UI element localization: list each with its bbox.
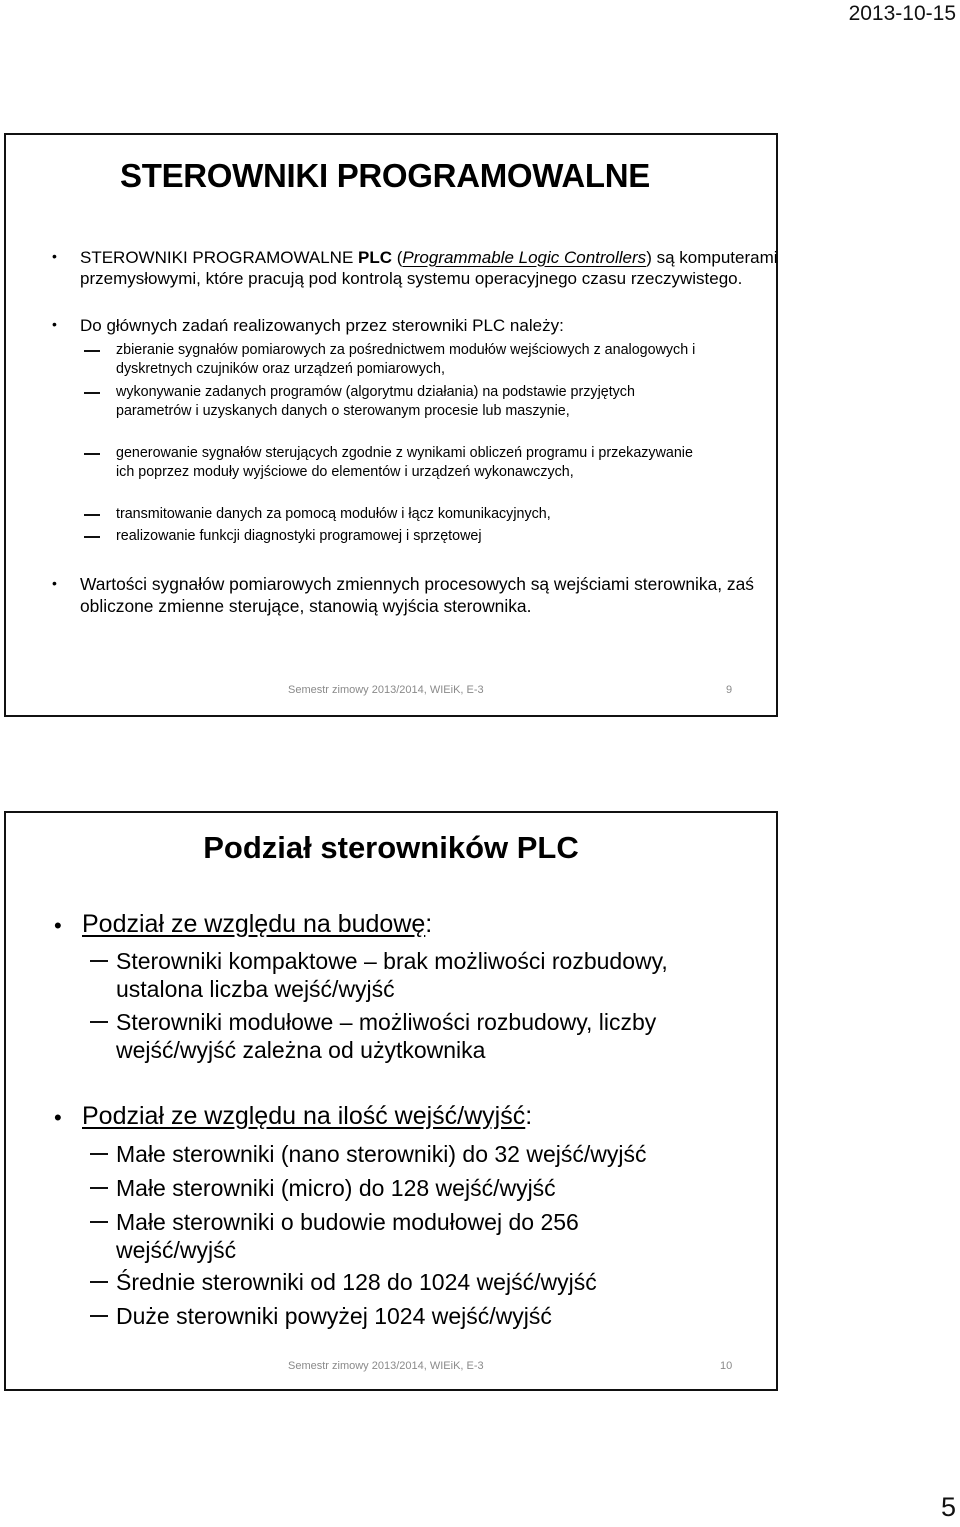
group-heading-colon: :: [425, 910, 433, 938]
group-item: [90, 1268, 750, 1296]
dash-icon: [84, 350, 100, 352]
task-item-text: transmitowanie danych za pomocą modułów i łącz komunikacyjnych,: [116, 506, 551, 522]
bullet-tasks-lead: [50, 315, 780, 336]
group-item-text: Sterowniki kompaktowe – brak możliwości rozbudowy, ustalona liczba wejść/wyjść: [116, 948, 668, 1002]
dash-icon: [90, 1221, 108, 1223]
group-item-text: Małe sterowniki (micro) do 128 wejść/wyjść: [116, 1175, 556, 1201]
group-item-text: Sterowniki modułowe – możliwości rozbudowy, liczby wejść/wyjść zależna od użytkownika: [116, 1009, 657, 1063]
group-heading-colon: :: [525, 1102, 533, 1130]
bullet-dot-icon: •: [54, 1105, 62, 1130]
intro-plc-link[interactable]: Programmable Logic Controllers: [402, 248, 647, 267]
group-item: [90, 1302, 750, 1330]
bullet-dot-icon: •: [52, 575, 57, 591]
task-item: [84, 527, 704, 546]
slide-9: [4, 133, 778, 717]
header-date: 2013-10-15: [848, 2, 956, 25]
dash-icon: [90, 1153, 108, 1155]
dash-icon: [84, 514, 100, 516]
group-item-text: Małe sterowniki o budowie modułowej do 256 wejść/wyjść: [116, 1209, 579, 1263]
bullet-intro: [50, 247, 780, 289]
task-item-text: wykonywanie zadanych programów (algorytmu działania) na podstawie przyjętych parametrów i uzyskanych danych o sterowanym procesie lub maszynie,: [116, 384, 635, 419]
bullet-values: [50, 573, 765, 617]
dash-icon: [90, 1315, 108, 1317]
task-item-text: generowanie sygnałów sterujących zgodnie z wynikami obliczeń programu i przekazywanie ich poprzez moduły wyjściowe do elementów i urządzeń wykonawczych,: [116, 445, 693, 480]
group-item: [90, 947, 750, 1003]
values-text: Wartości sygnałów pomiarowych zmiennych procesowych są wejściami sterownika, zaś obliczone zmienne sterujące, stanowią wyjścia sterownika.: [80, 574, 754, 616]
group-item-text: Duże sterowniki powyżej 1024 wejść/wyjść: [116, 1303, 552, 1329]
group-item: [90, 1174, 750, 1202]
group-heading: Podział ze względu na budowę: [82, 910, 426, 938]
dash-icon: [84, 453, 100, 455]
dash-icon: [90, 1281, 108, 1283]
bullet-group-io-count: [54, 1101, 754, 1131]
page-number: 5: [940, 1492, 956, 1522]
intro-text-before: STEROWNIKI PROGRAMOWALNE: [80, 248, 359, 267]
slide-title: Podział sterowników PLC: [203, 830, 579, 865]
slide-footer: Semestr zimowy 2013/2014, WIEiK, E-3: [288, 684, 484, 696]
group-item: [90, 1140, 750, 1168]
group-item-text: Małe sterowniki (nano sterowniki) do 32 wejść/wyjść: [116, 1141, 647, 1167]
task-item: [84, 444, 704, 482]
dash-icon: [84, 536, 100, 538]
bullet-dot-icon: •: [52, 248, 57, 264]
group-heading: Podział ze względu na ilość wejść/wyjść: [82, 1102, 526, 1130]
dash-icon: [84, 392, 100, 394]
task-item: [84, 341, 704, 379]
dash-icon: [90, 1021, 108, 1023]
intro-text-mid: (: [392, 248, 403, 267]
intro-text-after: ) są komputerami przemysłowymi, które pracują pod kontrolą systemu operacyjnego czasu rzeczywistego.: [80, 248, 778, 288]
group-item: [90, 1208, 650, 1264]
slide-number: 10: [720, 1360, 733, 1372]
dash-icon: [90, 960, 108, 962]
slide-number: 9: [726, 684, 733, 696]
task-item: [84, 505, 704, 524]
task-item-text: realizowanie funkcji diagnostyki programowej i sprzętowej: [116, 528, 482, 544]
group-item-text: Średnie sterowniki od 128 do 1024 wejść/wyjść: [116, 1269, 597, 1295]
task-item-text: zbieranie sygnałów pomiarowych za pośrednictwem modułów wejściowych z analogowych i dyskretnych czujników oraz urządzeń pomiarowych,: [116, 342, 696, 377]
slide-10: [4, 811, 778, 1391]
bullet-dot-icon: •: [52, 316, 57, 332]
slide-title: STEROWNIKI PROGRAMOWALNE: [120, 157, 650, 194]
bullet-dot-icon: •: [54, 913, 62, 938]
group-item: [90, 1008, 750, 1064]
dash-icon: [90, 1187, 108, 1189]
bullet-group-construction: [54, 909, 754, 939]
task-item: [84, 383, 704, 421]
intro-plc-bold: PLC: [358, 248, 393, 267]
slide-footer: Semestr zimowy 2013/2014, WIEiK, E-3: [288, 1360, 484, 1372]
tasks-lead-text: Do głównych zadań realizowanych przez sterowniki PLC należy:: [80, 316, 564, 335]
